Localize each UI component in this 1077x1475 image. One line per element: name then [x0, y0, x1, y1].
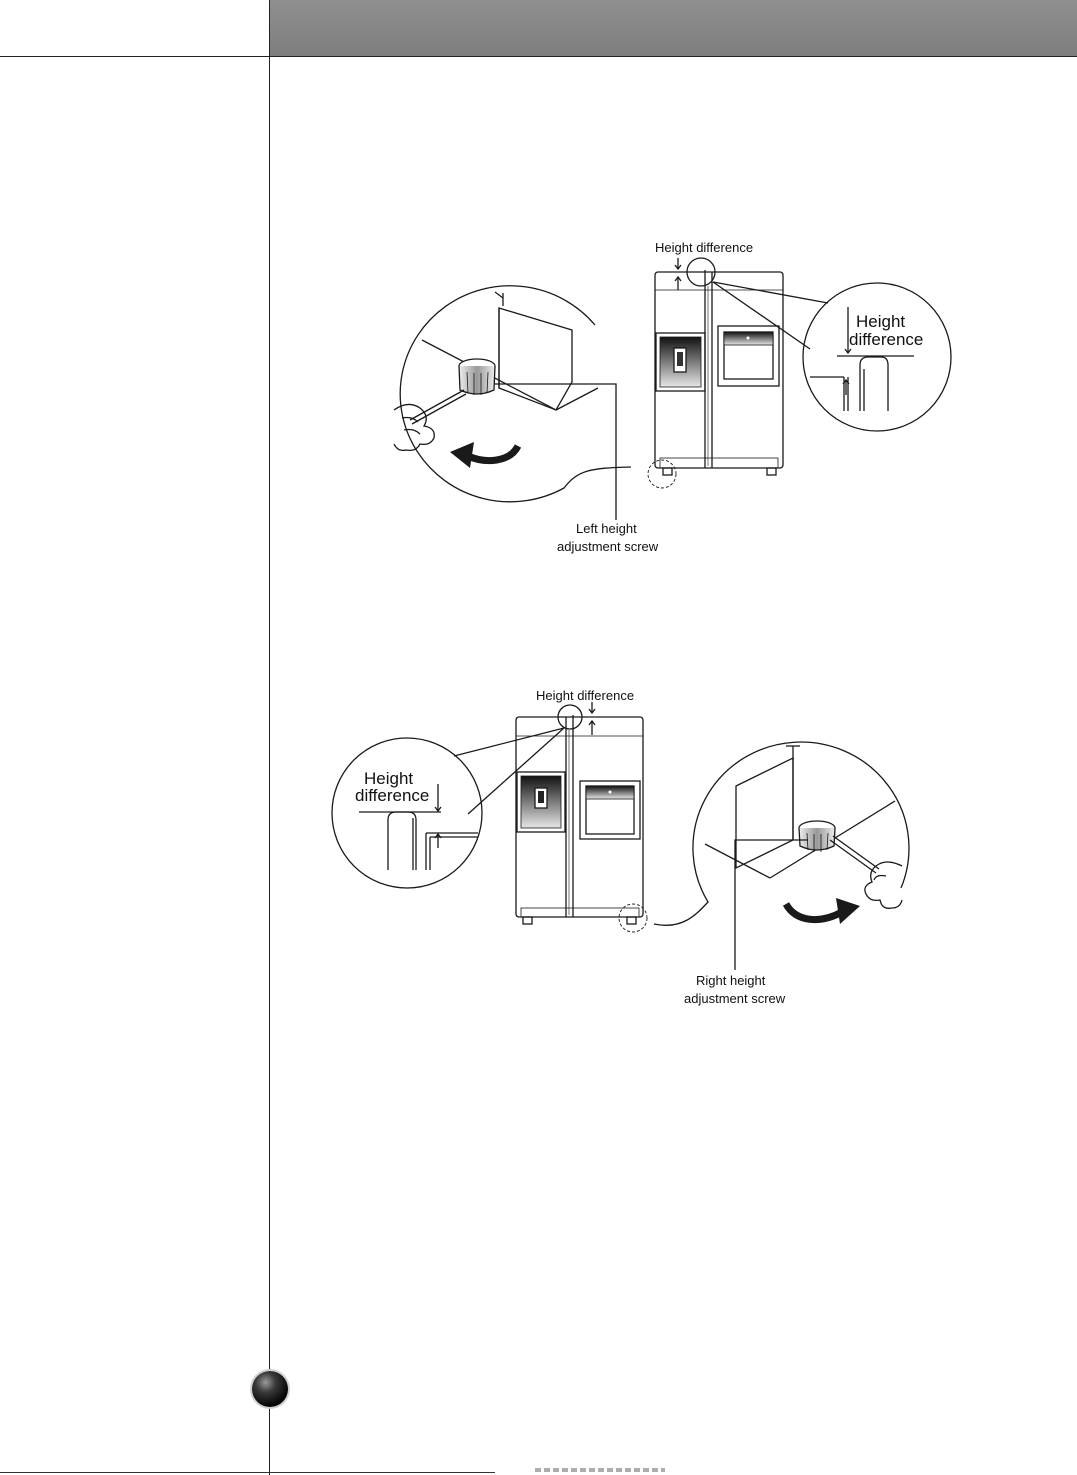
left-screw-label-line1: Left height [576, 521, 637, 536]
left-zoom-difference-label: difference [849, 330, 924, 349]
left-zoom-height-label: Height [856, 312, 906, 331]
figure-left-drawing [390, 230, 960, 570]
footer-scan-artifact [535, 1468, 665, 1472]
right-screw-label-line2: adjustment screw [684, 991, 786, 1006]
right-zoom-height-label: Height [364, 769, 414, 788]
figure-right-drawing [330, 680, 930, 1010]
footer-divider [0, 1472, 495, 1473]
right-screw-label-line1: Right height [696, 973, 766, 988]
left-top-height-difference-label: Height difference [655, 240, 754, 255]
figure-right-height-adjustment [330, 680, 930, 1010]
right-zoom-difference-label: difference [355, 786, 430, 805]
page-number-bullet [252, 1371, 288, 1407]
left-screw-label-line2: adjustment screw [557, 539, 659, 554]
header-divider [0, 56, 1077, 57]
right-top-height-difference-label: Height difference [536, 688, 635, 703]
figure-left-height-adjustment [390, 230, 960, 570]
sidebar-divider [269, 0, 270, 1475]
header-band [270, 0, 1077, 56]
